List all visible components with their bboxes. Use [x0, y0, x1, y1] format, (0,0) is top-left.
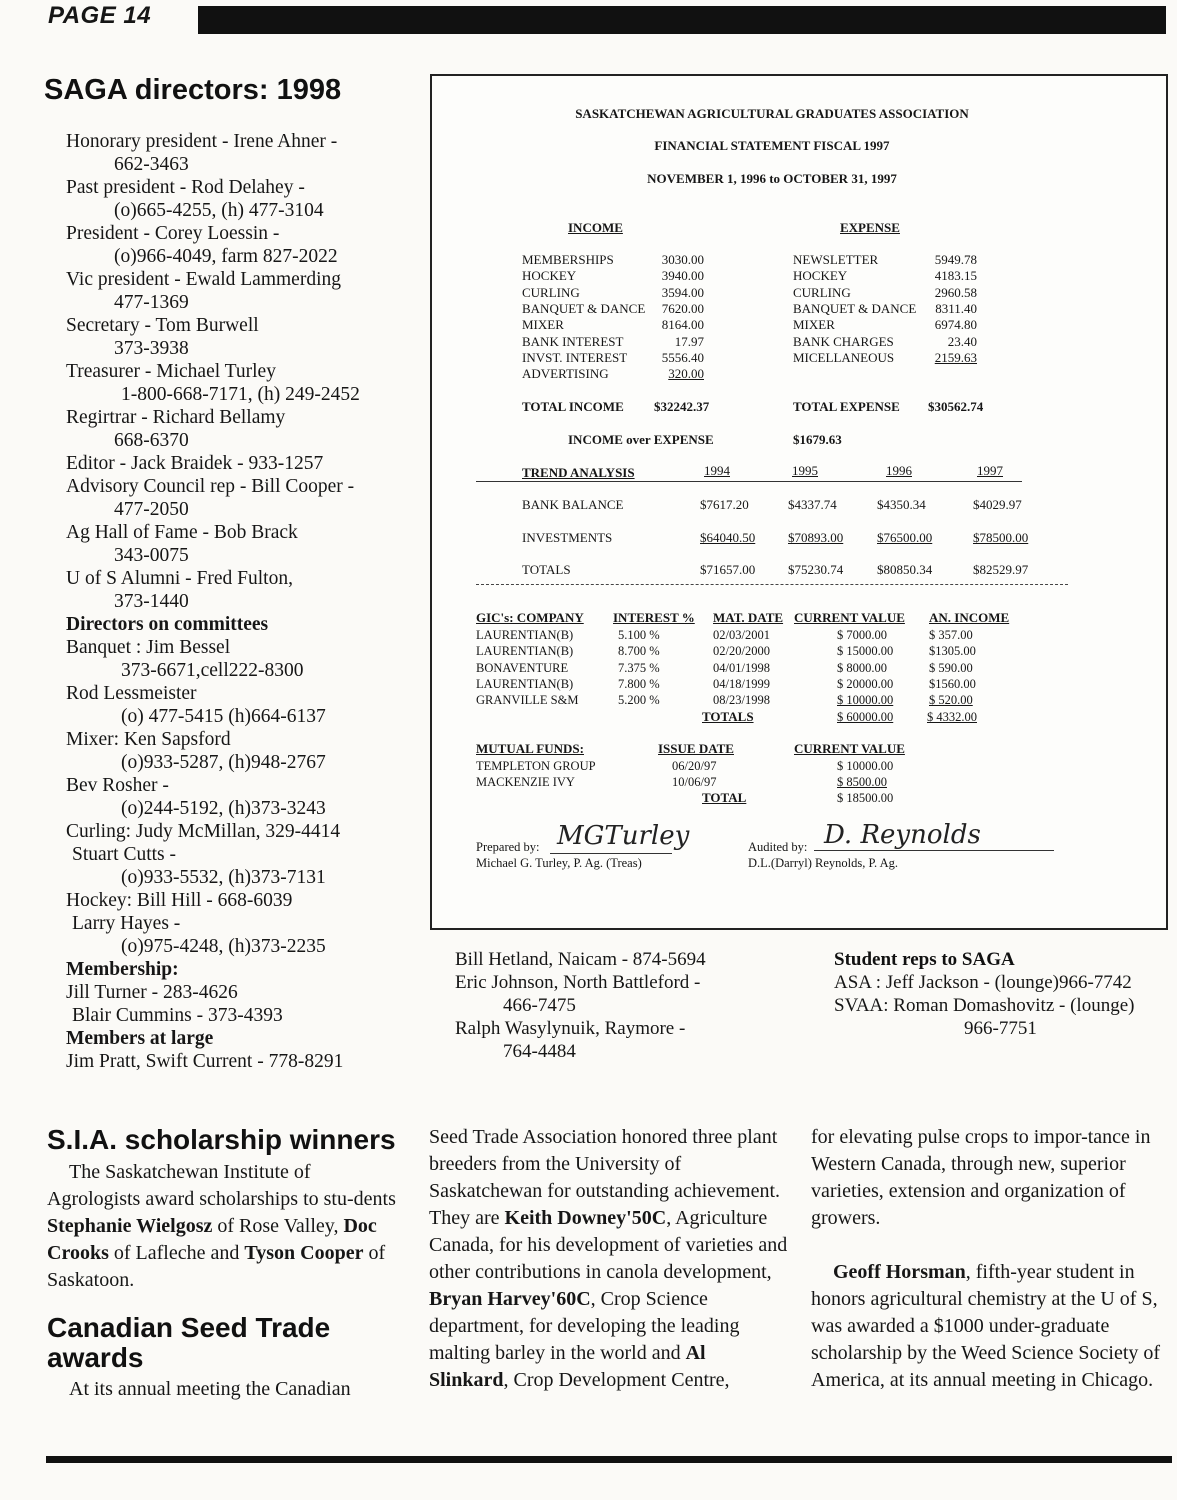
trend-row-label: INVESTMENTS: [522, 529, 613, 545]
total-expense-value: $30562.74: [928, 399, 984, 414]
gic-cell: 08/23/1998: [713, 693, 770, 708]
directory-line: (o) 477-5415 (h)664-6137: [121, 706, 326, 727]
trend-value: $7617.20: [700, 497, 749, 512]
total-income-value: $32242.37: [654, 399, 710, 414]
trend-year: 1994: [704, 463, 730, 478]
directory-line: Mixer: Ken Sapsford: [66, 729, 231, 750]
awardee-name: Al Slinkard: [429, 1342, 706, 1391]
statement-period: NOVEMBER 1, 1996 to OCTOBER 31, 1997: [647, 171, 897, 186]
directory-line: Bill Hetland, Naicam - 874-5694: [455, 949, 706, 970]
income-label: CURLING: [522, 284, 580, 300]
header-bar: [198, 6, 1166, 34]
statement-title: FINANCIAL STATEMENT FISCAL 1997: [654, 138, 890, 153]
income-value: 5556.40: [661, 349, 704, 365]
gic-cell: LAURENTIAN(B): [476, 628, 574, 642]
income-value: 8164.00: [661, 317, 704, 333]
total-expense-label: TOTAL EXPENSE: [793, 399, 900, 414]
trend-value: $71657.00: [700, 562, 756, 577]
trend-year: 1996: [886, 463, 912, 478]
directory-line: (o)966-4049, farm 827-2022: [114, 246, 338, 267]
gic-cell: $ 7000.00: [837, 628, 887, 642]
mutual-header: CURRENT VALUE: [794, 741, 905, 756]
student-reps: [834, 948, 1174, 1040]
mutual-cell: 10/06/97: [672, 775, 717, 790]
audited-name: D.L.(Darryl) Reynolds, P. Ag.: [748, 856, 898, 870]
income-value: 17.97: [674, 333, 704, 349]
expense-label: NEWSLETTER: [793, 252, 879, 267]
directory-line: Jill Turner - 283-4626: [66, 982, 238, 1003]
gic-cell: $ 10000.00: [837, 693, 894, 708]
expense-label: BANQUET & DANCE: [793, 300, 917, 316]
directory-line: 477-1369: [114, 292, 189, 313]
mutual-cell: MACKENZIE IVY: [476, 775, 575, 790]
gic-cell: $ 8000.00: [837, 660, 887, 675]
directory-line: Larry Hayes -: [72, 913, 181, 934]
directory-line: (o)975-4248, (h)373-2235: [121, 936, 326, 957]
expense-value: 4183.15: [934, 268, 977, 284]
gic-cell: BONAVENTURE: [476, 660, 569, 675]
student-reps-heading: Student reps to SAGA: [834, 949, 1015, 970]
directory-line: 764-4484: [503, 1041, 576, 1062]
directors-list: [66, 130, 416, 1073]
mutual-cell: $ 8500.00: [837, 775, 887, 790]
directory-line: 343-0075: [114, 545, 189, 566]
cst-heading: Canadian Seed Trade awards: [47, 1312, 331, 1373]
auditor-signature: D. Reynolds: [824, 820, 981, 850]
expense-value: 6974.80: [934, 317, 977, 333]
gic-header: MAT. DATE: [713, 610, 784, 625]
trend-year: 1997: [977, 463, 1003, 478]
income-label: MIXER: [522, 317, 564, 333]
directory-line: Vic president - Ewald Lammerding: [66, 269, 341, 290]
footer-rule: [46, 1456, 1172, 1463]
gic-cell: $1560.00: [929, 676, 976, 691]
gic-cell: $ 590.00: [929, 660, 973, 675]
expense-label: MIXER: [793, 317, 835, 333]
expense-label: CURLING: [793, 284, 851, 300]
gic-cell: $ 20000.00: [837, 676, 894, 691]
trend-year: 1995: [792, 463, 818, 478]
directory-line: 668-6370: [114, 430, 189, 451]
financial-statement: [430, 74, 1168, 930]
statement-rule: [476, 584, 1068, 585]
trend-value: $75230.74: [788, 562, 844, 577]
directory-line: (o)665-4255, (h) 477-3104: [114, 200, 324, 221]
expense-heading: EXPENSE: [840, 220, 900, 235]
gic-cell: 5.100 %: [618, 628, 660, 642]
directors-heading: SAGA directors: 1998: [44, 74, 342, 106]
gic-header: INTEREST %: [613, 610, 695, 625]
trend-value: $76500.00: [877, 529, 933, 545]
gic-cell: GRANVILLE S&M: [476, 693, 579, 708]
directory-line: Ag Hall of Fame - Bob Brack: [66, 522, 298, 543]
mutual-cell: $ 10000.00: [837, 759, 894, 773]
income-label: BANK INTEREST: [522, 333, 624, 349]
directory-line: ASA : Jeff Jackson - (lounge)966-7742: [834, 972, 1132, 993]
cst-column-2: Seed Trade Association honored three plant breeders from the University of Saskatchewan for outstanding achievement. They are Keith Downey'50C, Agriculture Canada, for his development of varieties and other contributions in canola development, Bryan Harvey'60C, Crop Science department, for developing the leading malting barley in the world and Al Slinkard, Crop Development Centre,: [429, 1126, 788, 1391]
income-value: 3030.00: [661, 252, 704, 267]
mutual-cell: TEMPLETON GROUP: [476, 759, 596, 773]
expense-value: 2159.63: [934, 349, 977, 365]
pulse-paragraph: for elevating pulse crops to impor-tance in Western Canada, through new, superior varieties, extension and organization of growers.: [811, 1126, 1151, 1229]
trend-value: $64040.50: [700, 529, 756, 545]
gic-cell: $1305.00: [929, 644, 976, 659]
statement-rule: [476, 481, 1022, 482]
trend-row-label: BANK BALANCE: [522, 497, 624, 512]
mutual-total-label: TOTAL: [702, 790, 747, 805]
statement-rule: [814, 850, 1054, 851]
section-heading: Members at large: [66, 1028, 214, 1049]
directory-line: Past president - Rod Delahey -: [66, 177, 305, 198]
gic-cell: 8.700 %: [618, 644, 660, 659]
page-label: PAGE 14: [48, 2, 152, 29]
gic-cell: 5.200 %: [618, 693, 660, 708]
gic-cell: 7.375 %: [618, 660, 660, 675]
winner-name: Stephanie Wielgosz: [47, 1215, 213, 1237]
section-heading: Membership:: [66, 959, 179, 980]
directory-line: (o)933-5532, (h)373-7131: [121, 867, 326, 888]
gic-cell: LAURENTIAN(B): [476, 644, 574, 659]
directory-line: Honorary president - Irene Ahner -: [66, 131, 338, 152]
gic-cell: $ 357.00: [929, 628, 973, 642]
expense-value: 2960.58: [934, 284, 977, 300]
directory-line: Advisory Council rep - Bill Cooper -: [66, 476, 355, 497]
gic-total-income: $ 4332.00: [927, 710, 977, 724]
income-label: ADVERTISING: [522, 366, 609, 382]
trend-value: $70893.00: [788, 529, 844, 545]
income-label: MEMBERSHIPS: [522, 252, 614, 267]
income-label: BANQUET & DANCE: [522, 300, 646, 316]
income-label: INVST. INTEREST: [522, 349, 628, 365]
directory-line: 477-2050: [114, 499, 189, 520]
horsman-paragraph: Geoff Horsman, fifth-year student in honors agricultural chemistry at the U of S, was awarded a $1000 under-graduate scholarship by the Weed Science Society of America, at its annual meeting in Chicago.: [811, 1261, 1161, 1391]
gic-header: GIC's: COMPANY: [476, 610, 584, 625]
cst-intro: At its annual meeting the Canadian: [69, 1378, 351, 1400]
income-label: HOCKEY: [522, 268, 577, 284]
directory-line: Regirtrar - Richard Bellamy: [66, 407, 286, 428]
directory-line: U of S Alumni - Fred Fulton,: [66, 568, 293, 589]
sia-heading: S.I.A. scholarship winners: [47, 1124, 396, 1155]
directory-line: Curling: Judy McMillan, 329-4414: [66, 821, 341, 842]
directory-line: 373-6671,cell222-8300: [121, 660, 304, 681]
directory-line: 373-1440: [114, 591, 189, 612]
student-name: Geoff Horsman: [833, 1261, 966, 1283]
mutual-header: MUTUAL FUNDS:: [476, 741, 584, 756]
gic-cell: 04/18/1999: [713, 676, 770, 691]
income-over-expense-value: $1679.63: [793, 432, 842, 447]
directory-line: 373-3938: [114, 338, 189, 359]
income-heading: INCOME: [568, 220, 623, 235]
expense-label: MICELLANEOUS: [793, 349, 895, 365]
board-members-list: [455, 948, 815, 1063]
winner-name: Tyson Cooper: [244, 1242, 364, 1264]
directory-line: Eric Johnson, North Battleford -: [455, 972, 701, 993]
trend-value: $82529.97: [973, 562, 1029, 577]
directory-line: Treasurer - Michael Turley: [66, 361, 276, 382]
section-heading: Directors on committees: [66, 614, 269, 635]
treasurer-signature: MGTurley: [557, 821, 690, 851]
statement-org: SASKATCHEWAN AGRICULTURAL GRADUATES ASSOCIATION: [575, 106, 969, 121]
directory-line: (o)244-5192, (h)373-3243: [121, 798, 326, 819]
directory-line: 1-800-668-7171, (h) 249-2452: [121, 384, 360, 405]
gic-totals-label: TOTALS: [702, 709, 754, 724]
sia-paragraph: The Saskatchewan Institute of Agrologists award scholarships to stu-dents Stephanie Wielgosz of Rose Valley, Doc Crooks of Lafleche and Tyson Cooper of Saskatoon.: [47, 1161, 396, 1291]
directory-line: Rod Lessmeister: [66, 683, 197, 704]
directory-line: President - Corey Loessin -: [66, 223, 280, 244]
gic-total-value: $ 60000.00: [837, 710, 894, 724]
gic-cell: 04/01/1998: [713, 660, 770, 675]
winner-name: Doc Crooks: [47, 1215, 377, 1264]
total-income-label: TOTAL INCOME: [522, 399, 624, 414]
directory-line: 466-7475: [503, 995, 576, 1016]
directory-line: Stuart Cutts -: [72, 844, 177, 865]
directory-line: 662-3463: [114, 154, 189, 175]
gic-cell: 02/03/2001: [713, 628, 770, 642]
awardee-name: Keith Downey'50C: [504, 1207, 667, 1229]
directory-line: Ralph Wasylynuik, Raymore -: [455, 1018, 686, 1039]
gic-cell: LAURENTIAN(B): [476, 676, 574, 691]
mutual-header: ISSUE DATE: [658, 741, 734, 756]
income-over-expense-label: INCOME over EXPENSE: [568, 432, 714, 447]
expense-value: 23.40: [947, 333, 977, 349]
directory-line: Blair Cummins - 373-4393: [72, 1005, 283, 1026]
gic-cell: $ 520.00: [929, 693, 973, 708]
trend-value: $4029.97: [973, 497, 1022, 512]
expense-label: BANK CHARGES: [793, 333, 894, 349]
statement-rule: [550, 853, 672, 854]
trend-row-label: TOTALS: [522, 562, 571, 577]
mutual-cell: 06/20/97: [672, 759, 717, 773]
audited-label: Audited by:: [748, 840, 808, 854]
directory-line: Hockey: Bill Hill - 668-6039: [66, 890, 293, 911]
expense-value: 5949.78: [934, 252, 977, 267]
awardee-name: Bryan Harvey'60C: [429, 1288, 591, 1310]
gic-cell: 02/20/2000: [713, 644, 770, 659]
cst-column-3: [811, 1124, 1163, 1394]
trend-value: $4350.34: [877, 497, 926, 512]
trend-heading: TREND ANALYSIS: [522, 465, 635, 480]
directory-line: Banquet : Jim Bessel: [66, 637, 231, 658]
expense-value: 8311.40: [935, 300, 977, 316]
gic-cell: $ 15000.00: [837, 644, 894, 659]
directory-line: Bev Rosher -: [66, 775, 169, 796]
directory-line: (o)933-5287, (h)948-2767: [121, 752, 326, 773]
trend-value: $78500.00: [973, 529, 1029, 545]
income-value: 3940.00: [661, 268, 704, 284]
prepared-label: Prepared by:: [476, 840, 540, 854]
expense-label: HOCKEY: [793, 268, 848, 284]
trend-value: $4337.74: [788, 497, 837, 512]
prepared-name: Michael G. Turley, P. Ag. (Treas): [476, 856, 642, 870]
gic-header: AN. INCOME: [929, 610, 1010, 625]
directory-line: Secretary - Tom Burwell: [66, 315, 259, 336]
directory-line: Jim Pratt, Swift Current - 778-8291: [66, 1051, 344, 1072]
gic-header: CURRENT VALUE: [794, 610, 905, 625]
income-value: 3594.00: [661, 284, 704, 300]
income-value: 320.00: [668, 366, 704, 382]
trend-value: $80850.34: [877, 562, 933, 577]
gic-cell: 7.800 %: [618, 676, 660, 691]
mutual-total-value: $ 18500.00: [837, 791, 894, 805]
directory-line: SVAA: Roman Domashovitz - (lounge): [834, 995, 1135, 1016]
directory-line: Editor - Jack Braidek - 933-1257: [66, 453, 324, 474]
income-value: 7620.00: [661, 300, 704, 316]
directory-line: 966-7751: [964, 1018, 1037, 1039]
